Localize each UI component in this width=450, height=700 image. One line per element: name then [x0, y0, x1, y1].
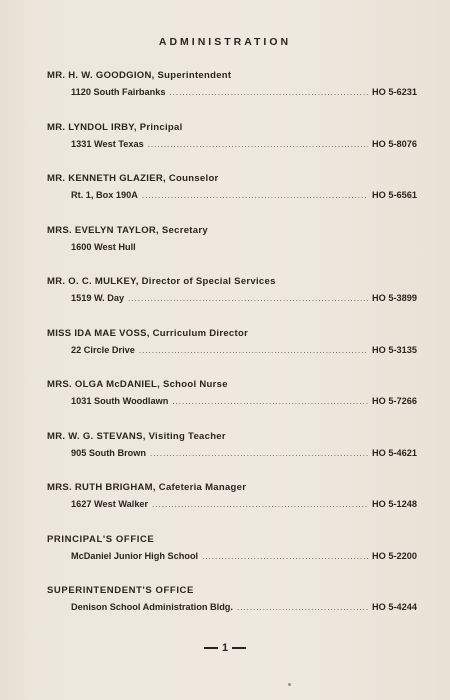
- entry-phone: HO 5-3135: [372, 344, 417, 355]
- entry-address: 1120 South Fairbanks: [71, 87, 166, 97]
- page-footer: [0, 642, 450, 654]
- entry-phone: HO 5-1248: [372, 499, 417, 509]
- entry-phone: HO 5-6231: [372, 87, 417, 97]
- entry-phone: HO 5-2200: [372, 550, 417, 561]
- entry-name: MRS. OLGA McDANIEL, School Nurse: [47, 379, 228, 390]
- entry-superintendents-office: [47, 582, 417, 634]
- entry-counselor: [47, 170, 417, 222]
- entry-address-line: [71, 342, 417, 359]
- entry-address-line: [71, 187, 417, 204]
- entry-address-line: [71, 136, 417, 153]
- entry-name: MRS. EVELYN TAYLOR, Secretary: [47, 224, 208, 236]
- paper-speck: [288, 683, 291, 686]
- dot-leader: [148, 136, 368, 153]
- dot-leader: [152, 496, 368, 513]
- dot-leader: [202, 548, 368, 565]
- entry-address: 1031 South Woodlawn: [71, 396, 169, 406]
- entry-phone: HO 5-6561: [372, 190, 417, 200]
- entry-address: 1331 West Texas: [71, 138, 144, 149]
- entry-name: MR. O. C. MULKEY, Director of Special Services: [47, 276, 276, 287]
- entry-address: 1519 W. Day: [71, 293, 125, 303]
- entry-phone: HO 5-3899: [372, 293, 417, 303]
- dot-leader: [128, 290, 368, 307]
- entry-principals-office: [47, 531, 417, 583]
- entry-name: MR. W. G. STEVANS, Visiting Teacher: [47, 430, 226, 442]
- entry-address: 1627 West Walker: [71, 499, 149, 509]
- entry-address: Rt. 1, Box 190A: [71, 190, 138, 200]
- entry-phone: HO 5-4621: [372, 447, 417, 458]
- footer-dash-right: [232, 647, 246, 649]
- entry-address-line: [71, 445, 417, 462]
- entry-address-line: [71, 239, 417, 256]
- dot-leader: [139, 342, 368, 359]
- entry-name: PRINCIPAL'S OFFICE: [47, 533, 155, 545]
- entry-address-line: [71, 393, 417, 410]
- entry-phone: HO 5-8076: [372, 138, 417, 149]
- entry-name: MISS IDA MAE VOSS, Curriculum Director: [47, 327, 249, 339]
- dot-leader: [150, 445, 368, 462]
- dot-leader: [142, 187, 368, 204]
- dot-leader: [237, 599, 368, 616]
- dot-leader: [169, 84, 368, 101]
- entry-name: MR. KENNETH GLAZIER, Counselor: [47, 173, 219, 184]
- entry-address-line: [71, 290, 417, 307]
- entry-address-line: [71, 599, 417, 616]
- entry-name: MRS. RUTH BRIGHAM, Cafeteria Manager: [47, 482, 247, 493]
- administration-list: [47, 67, 417, 634]
- entry-address: 905 South Brown: [71, 447, 147, 458]
- entry-secretary: [47, 222, 417, 274]
- entry-principal: [47, 119, 417, 171]
- entry-school-nurse: [47, 376, 417, 428]
- entry-superintendent: [47, 67, 417, 119]
- entry-address-line: [71, 548, 417, 565]
- entry-address-line: [71, 496, 417, 513]
- entry-phone: HO 5-4244: [372, 602, 417, 612]
- entry-curriculum-director: [47, 325, 417, 377]
- entry-name: MR. LYNDOL IRBY, Principal: [47, 121, 183, 133]
- entry-address-line: [71, 84, 417, 101]
- entry-address: McDaniel Junior High School: [71, 550, 199, 561]
- entry-special-services: [47, 273, 417, 325]
- entry-phone: HO 5-7266: [372, 396, 417, 406]
- footer-dash-left: [204, 647, 218, 649]
- entry-name: MR. H. W. GOODGION, Superintendent: [47, 70, 232, 81]
- entry-address: Denison School Administration Bldg.: [71, 602, 233, 612]
- entry-name: SUPERINTENDENT'S OFFICE: [47, 585, 194, 596]
- page-number: 1: [221, 642, 229, 654]
- entry-cafeteria-manager: [47, 479, 417, 531]
- entry-address: 22 Circle Drive: [71, 344, 135, 355]
- page-heading: ADMINISTRATION: [158, 36, 292, 48]
- dot-leader: [172, 393, 368, 410]
- entry-visiting-teacher: [47, 428, 417, 480]
- entry-address: 1600 West Hull: [71, 241, 136, 252]
